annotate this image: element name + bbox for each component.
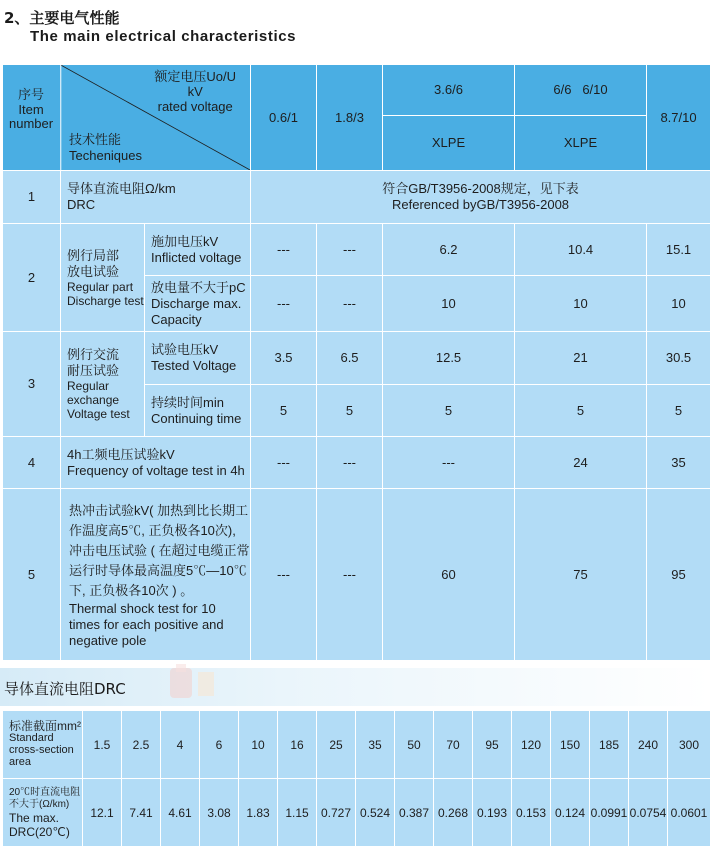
drc-value: 0.193 bbox=[473, 779, 512, 847]
drc-area: 16 bbox=[278, 711, 317, 779]
drc-value: 0.153 bbox=[512, 779, 551, 847]
row3-number: 3 bbox=[3, 332, 61, 437]
drc-area: 2.5 bbox=[122, 711, 161, 779]
header-xlpe-6: XLPE bbox=[515, 116, 647, 171]
drc-area: 10 bbox=[239, 711, 278, 779]
row3a-value: 12.5 bbox=[383, 332, 515, 385]
row3b-value: 5 bbox=[251, 385, 317, 437]
row1-value: 符合GB/T3956-2008规定，见下表 Referenced byGB/T3956-2008 bbox=[251, 171, 710, 224]
row3b-value: 5 bbox=[317, 385, 383, 437]
drc-area-label: 标准截面mm² Standard cross-section area bbox=[3, 711, 83, 779]
row2a-value: 15.1 bbox=[647, 224, 710, 276]
drc-value: 0.727 bbox=[317, 779, 356, 847]
drc-area: 120 bbox=[512, 711, 551, 779]
drc-area: 1.5 bbox=[83, 711, 122, 779]
row2a-value: --- bbox=[251, 224, 317, 276]
drc-area: 4 bbox=[161, 711, 200, 779]
electrical-characteristics-table bbox=[2, 64, 710, 661]
drc-value: 1.15 bbox=[278, 779, 317, 847]
drc-value: 3.08 bbox=[200, 779, 239, 847]
row5-value: 75 bbox=[515, 489, 647, 661]
row2-number: 2 bbox=[3, 224, 61, 332]
header-voltage-1-8-3: 1.8/3 bbox=[317, 65, 383, 171]
decorative-logo-icon bbox=[160, 662, 220, 706]
row4-value: 24 bbox=[515, 437, 647, 489]
row5-number: 5 bbox=[3, 489, 61, 661]
row3a-value: 21 bbox=[515, 332, 647, 385]
header-voltage-3-6-6: 3.6/6 bbox=[383, 65, 515, 116]
drc-area: 35 bbox=[356, 711, 395, 779]
row4-number: 4 bbox=[3, 437, 61, 489]
drc-value: 0.124 bbox=[551, 779, 590, 847]
header-voltage-0-6-1: 0.6/1 bbox=[251, 65, 317, 171]
drc-value: 4.61 bbox=[161, 779, 200, 847]
drc-value: 0.387 bbox=[395, 779, 434, 847]
row3b-value: 5 bbox=[515, 385, 647, 437]
drc-table bbox=[2, 710, 710, 847]
header-voltage-8-7-10: 8.7/10 bbox=[647, 65, 710, 171]
row3a-value: 6.5 bbox=[317, 332, 383, 385]
header-xlpe-3-6: XLPE bbox=[383, 116, 515, 171]
drc-value: 0.268 bbox=[434, 779, 473, 847]
row2b-label: 放电量不大于pC Discharge max. Capacity bbox=[145, 276, 251, 332]
header-rated-voltage: 额定电压Uo/U kV rated voltage bbox=[154, 69, 237, 114]
drc-area: 50 bbox=[395, 711, 434, 779]
row4-value: --- bbox=[251, 437, 317, 489]
row5-value: --- bbox=[317, 489, 383, 661]
row3a-value: 3.5 bbox=[251, 332, 317, 385]
drc-area: 150 bbox=[551, 711, 590, 779]
drc-area: 70 bbox=[434, 711, 473, 779]
drc-area: 240 bbox=[629, 711, 668, 779]
row2a-value: --- bbox=[317, 224, 383, 276]
row2-category: 例行局部 放电试验 Regular part Discharge test bbox=[61, 224, 145, 332]
row2a-value: 10.4 bbox=[515, 224, 647, 276]
row5-value: 95 bbox=[647, 489, 710, 661]
drc-value: 7.41 bbox=[122, 779, 161, 847]
drc-area: 300 bbox=[668, 711, 710, 779]
row4-value: --- bbox=[317, 437, 383, 489]
drc-value: 12.1 bbox=[83, 779, 122, 847]
drc-resistance-label: 20℃时直流电阻 不大于(Ω/km) The max. DRC(20℃) bbox=[3, 779, 83, 847]
drc-area: 185 bbox=[590, 711, 629, 779]
row3-category: 例行交流 耐压试验 Regular exchange Voltage test bbox=[61, 332, 145, 437]
row3b-value: 5 bbox=[647, 385, 710, 437]
section-title-en: The main electrical characteristics bbox=[30, 28, 297, 45]
section-title-cn: 2、主要电气性能 bbox=[4, 9, 120, 27]
header-techniques: 技术性能 Techeniques bbox=[69, 132, 142, 163]
row2a-value: 6.2 bbox=[383, 224, 515, 276]
row2b-value: --- bbox=[251, 276, 317, 332]
drc-value: 0.0991 bbox=[590, 779, 629, 847]
row2b-value: --- bbox=[317, 276, 383, 332]
row5-value: 60 bbox=[383, 489, 515, 661]
row3a-label: 试验电压kV Tested Voltage bbox=[145, 332, 251, 385]
section2-banner bbox=[0, 668, 710, 706]
drc-area: 6 bbox=[200, 711, 239, 779]
row4-value: 35 bbox=[647, 437, 710, 489]
row2a-label: 施加电压kV Inflicted voltage bbox=[145, 224, 251, 276]
row5-value: --- bbox=[251, 489, 317, 661]
row4-value: --- bbox=[383, 437, 515, 489]
drc-value: 0.524 bbox=[356, 779, 395, 847]
section2-title: 导体直流电阻DRC bbox=[4, 680, 126, 698]
drc-value: 0.0754 bbox=[629, 779, 668, 847]
row2b-value: 10 bbox=[383, 276, 515, 332]
row3a-value: 30.5 bbox=[647, 332, 710, 385]
drc-value: 0.0601 bbox=[668, 779, 710, 847]
row5-label: 热冲击试验kV( 加热到比长期工 作温度高5℃, 正负极各10次), 冲击电压试验 ( 在超过电缆正常 运行时导体最高温度5℃—10℃ 下, 正负极各10次 ) 。 Thermal shock test for 10 times for each positive and negative pole bbox=[61, 489, 251, 661]
header-voltage-6-10: 6/6 6/10 bbox=[515, 65, 647, 116]
row1-number: 1 bbox=[3, 171, 61, 224]
header-seq: 序号 Item number bbox=[9, 88, 54, 131]
drc-area: 25 bbox=[317, 711, 356, 779]
row1-label: 导体直流电阻Ω/km DRC bbox=[61, 171, 251, 224]
row3b-value: 5 bbox=[383, 385, 515, 437]
header-diagonal-cell bbox=[3, 65, 251, 171]
drc-value: 1.83 bbox=[239, 779, 278, 847]
row3b-label: 持续时间min Continuing time bbox=[145, 385, 251, 437]
row2b-value: 10 bbox=[515, 276, 647, 332]
row4-label: 4h工频电压试验kV Frequency of voltage test in 4h bbox=[61, 437, 251, 489]
drc-area: 95 bbox=[473, 711, 512, 779]
row2b-value: 10 bbox=[647, 276, 710, 332]
